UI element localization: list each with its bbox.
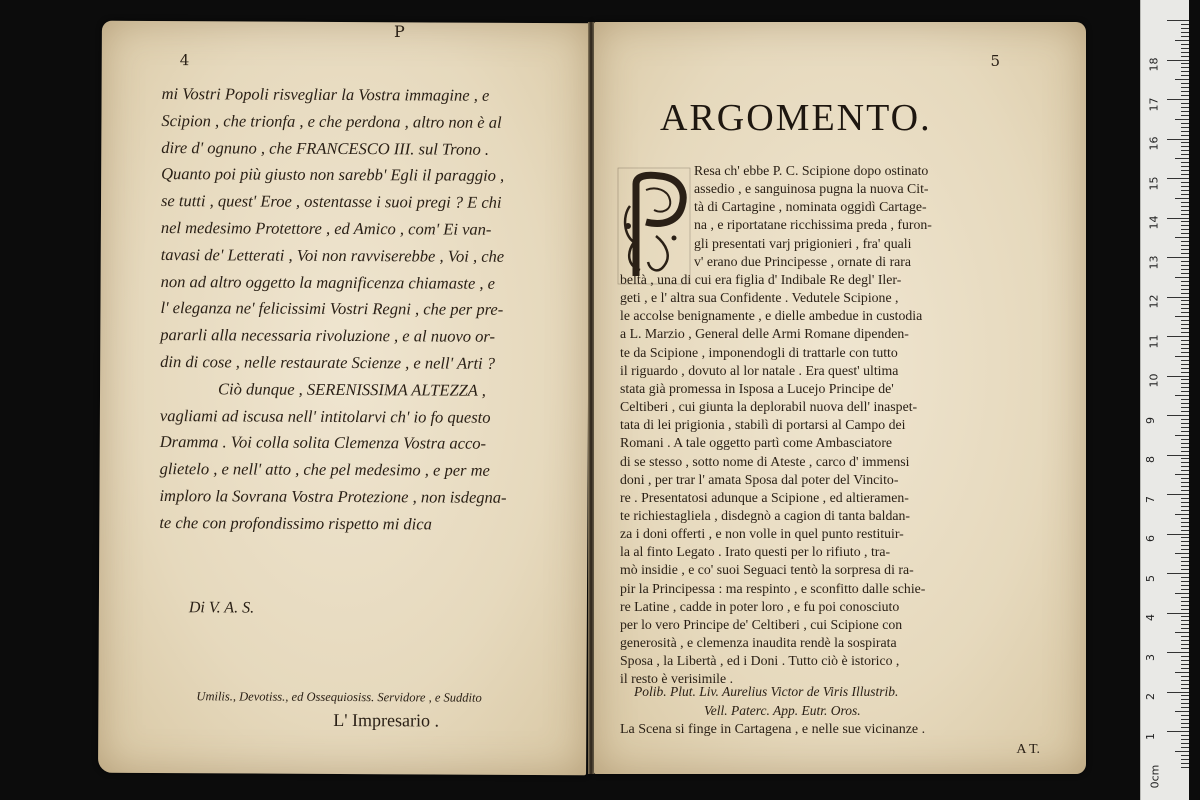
ruler-tick — [1181, 71, 1189, 72]
ruler-tick — [1181, 759, 1189, 760]
ruler-tick — [1181, 107, 1189, 108]
ruler-tick — [1167, 336, 1189, 337]
ruler-number: 17 — [1147, 97, 1161, 111]
ruler-tick — [1181, 95, 1189, 96]
ruler-tick — [1181, 36, 1189, 37]
ruler-tick — [1181, 609, 1189, 610]
ruler-tick — [1181, 431, 1189, 432]
text-line: il riguardo , dovuto al lor natale . Era quest' ultima — [620, 362, 899, 378]
ruler-tick — [1181, 447, 1189, 448]
ruler-tick — [1181, 75, 1189, 76]
text-line: generosità , e clemenza inaudita rendè la sospirata — [620, 635, 897, 651]
ruler-tick — [1181, 24, 1189, 25]
text-line: tata di lei prigionia , stabilì di portarsi al Campo dei — [620, 417, 906, 433]
text-line: geti , e l' altra sua Confidente . Vedutele Scipione , — [620, 290, 899, 306]
ruler-tick — [1167, 376, 1189, 377]
ruler-tick — [1167, 218, 1189, 219]
ruler-number: 11 — [1147, 334, 1161, 348]
text-line: doni , per trar l' amata Sposa dal poter del Vincito- — [620, 471, 899, 487]
ruler-tick — [1181, 320, 1189, 321]
ruler-tick — [1181, 379, 1189, 380]
ruler-tick — [1167, 652, 1189, 653]
ruler-tick — [1181, 719, 1189, 720]
ruler-tick — [1181, 715, 1189, 716]
ruler-tick — [1181, 83, 1189, 84]
text-line: dire d' ognuno , che FRANCESCO III. sul Trono . — [161, 137, 490, 159]
ruler-tick — [1181, 344, 1189, 345]
ruler-tick — [1181, 605, 1189, 606]
text-line: stata già promessa in Isposa a Lucejo Principe de' — [620, 380, 894, 396]
right-page — [394, 22, 1086, 774]
ruler-tick — [1175, 198, 1189, 199]
ruler-tick — [1181, 680, 1189, 681]
ruler-tick — [1181, 668, 1189, 669]
ruler-tick — [1175, 672, 1189, 673]
ruler-tick — [1181, 194, 1189, 195]
ruler-tick — [1181, 115, 1189, 116]
text-line: tà di Cartagine , nominata oggidì Cartage- — [694, 199, 927, 215]
text-line: l' eleganza ne' felicissimi Vostri Regni , che per pre- — [160, 298, 504, 320]
text-line: Sposa , la Libertà , ed i Doni . Tutto ciò è istorico , — [620, 653, 900, 669]
text-line: Quanto poi più giusto non sarebb' Egli il paraggio , — [161, 164, 505, 186]
ruler-tick — [1181, 506, 1189, 507]
ruler-tick — [1181, 28, 1189, 29]
ruler-tick — [1181, 135, 1189, 136]
text-line: le accolse benignamente , e dielle ambedue in custodia — [620, 308, 923, 324]
ruler-tick — [1181, 202, 1189, 203]
ruler-tick — [1181, 439, 1189, 440]
ruler-tick — [1181, 364, 1189, 365]
section-heading: ARGOMENTO. — [660, 97, 932, 139]
text-line: re . Presentatosi adunque a Scipione , ed altieramen- — [620, 489, 909, 505]
ruler-number: 16 — [1147, 136, 1161, 151]
text-line: re Latine , cadde in poter loro , e fu poi conosciuto — [620, 598, 900, 614]
closing-salutation: Di V. A. S. — [188, 599, 255, 617]
ruler-tick — [1167, 455, 1189, 456]
ruler-tick — [1167, 20, 1189, 21]
ruler-tick — [1181, 470, 1189, 471]
ruler-tick — [1175, 553, 1189, 554]
ruler-tick — [1181, 763, 1189, 764]
ruler-tick — [1181, 727, 1189, 728]
ruler-tick — [1181, 332, 1189, 333]
text-line: Dramma . Voi colla solita Clemenza Vostra acco- — [159, 432, 487, 454]
ruler-tick — [1181, 747, 1189, 748]
ruler-tick — [1167, 573, 1189, 574]
ruler-tick — [1181, 48, 1189, 49]
text-line: assedio , e sanguinosa pugna la nuova Cit- — [694, 181, 929, 197]
ruler-tick — [1181, 767, 1189, 768]
ruler-tick — [1181, 289, 1189, 290]
ruler-number: 1 — [1144, 732, 1157, 740]
ruler-tick — [1181, 308, 1189, 309]
text-line: gli presentati varj prigionieri , fra' quali — [694, 235, 912, 251]
text-line: beltà , una di cui era figlia d' Indibale Re degl' Iler- — [620, 271, 902, 287]
ruler-tick — [1181, 348, 1189, 349]
ruler-tick — [1175, 158, 1189, 159]
ruler-tick — [1167, 731, 1189, 732]
text-line: vagliami ad iscusa nell' intitolarvi ch' io fo questo — [159, 405, 491, 427]
text-line: di se stesso , sotto nome di Ateste , carco d' immensi — [620, 453, 910, 469]
ruler-tick — [1167, 60, 1189, 61]
signer-name: L' Impresario . — [333, 709, 440, 731]
ruler-tick — [1181, 502, 1189, 503]
text-line: per lo vero Principe de' Celtiberi , cui Scipione con — [620, 616, 903, 632]
ruler-tick — [1181, 166, 1189, 167]
ruler-tick — [1175, 79, 1189, 80]
ruler-number: 4 — [1144, 614, 1157, 621]
ruler-tick — [1181, 372, 1189, 373]
ruler-tick — [1181, 67, 1189, 68]
ruler-tick — [1181, 498, 1189, 499]
ruler-tick — [1181, 403, 1189, 404]
ruler-tick — [1181, 628, 1189, 629]
ruler-tick — [1181, 510, 1189, 511]
text-line: mi Vostri Popoli risvegliar la Vostra immagine , e — [161, 84, 490, 105]
ruler-tick — [1181, 644, 1189, 645]
ruler-tick — [1181, 407, 1189, 408]
ruler-tick — [1181, 451, 1189, 452]
ruler-tick — [1181, 526, 1189, 527]
ruler-tick — [1181, 557, 1189, 558]
sources-citation — [634, 682, 1054, 720]
ruler-tick — [1181, 695, 1189, 696]
ruler-tick — [1181, 478, 1189, 479]
ruler-tick — [1167, 297, 1189, 298]
ruler-tick — [1181, 676, 1189, 677]
ruler-tick — [1181, 221, 1189, 222]
ruler-tick — [1181, 462, 1189, 463]
ruler-tick — [1167, 692, 1189, 693]
ruler-number: 12 — [1147, 294, 1161, 309]
catchword: A T. — [1016, 742, 1040, 757]
ruler-tick — [1181, 411, 1189, 412]
text-line: v' erano due Principesse , ornate di rara — [694, 253, 912, 269]
ruler-tick — [1175, 751, 1189, 752]
text-line: nel medesimo Protettore , ed Amico , com' Ei van- — [160, 218, 492, 239]
ruler-tick — [1175, 593, 1189, 594]
ruler-number: 15 — [1147, 176, 1161, 190]
ruler-tick — [1181, 281, 1189, 282]
ruler-number: 6 — [1144, 535, 1157, 542]
source-line: Polib. Plut. Liv. Aurelius Victor de Viris Illustrib. — [634, 684, 899, 699]
ruler-tick — [1181, 52, 1189, 53]
ruler-tick — [1181, 707, 1189, 708]
ruler-tick — [1175, 119, 1189, 120]
ruler-tick — [1181, 545, 1189, 546]
ruler-tick — [1181, 443, 1189, 444]
text-line: a L. Marzio , General delle Armi Romane dipenden- — [620, 326, 909, 342]
ruler-tick — [1181, 482, 1189, 483]
ruler-tick — [1181, 249, 1189, 250]
ruler-tick — [1181, 360, 1189, 361]
ruler-tick — [1167, 178, 1189, 179]
ruler-tick — [1181, 530, 1189, 531]
ruler-tick — [1181, 56, 1189, 57]
ruler-tick — [1175, 632, 1189, 633]
ruler-tick — [1181, 522, 1189, 523]
ruler-number: 7 — [1144, 495, 1157, 503]
ruler-tick — [1181, 640, 1189, 641]
ruler-number: 2 — [1144, 693, 1157, 700]
text-line: na , e riportatane ricchissima preda , furon- — [694, 217, 932, 233]
ruler-tick — [1181, 735, 1189, 736]
ruler-tick — [1167, 257, 1189, 258]
ruler-tick — [1181, 261, 1189, 262]
ruler-tick — [1181, 660, 1189, 661]
text-line: se tutti , quest' Eroe , ostentasse i suoi pregi ? E chi — [160, 191, 502, 213]
ruler-tick — [1175, 514, 1189, 515]
text-line: din di cose , nelle restaurate Scienze , e nell' Arti ? — [160, 352, 496, 373]
ruler-tick — [1181, 624, 1189, 625]
ruler-tick — [1181, 229, 1189, 230]
ruler-tick — [1181, 44, 1189, 45]
ruler-tick — [1181, 616, 1189, 617]
text-line: glietelo , e nell' atto , che pel medesimo , e per me — [159, 459, 490, 480]
ruler-tick — [1181, 293, 1189, 294]
ruler-number: 18 — [1147, 57, 1161, 72]
ruler-unit-label: 0cm — [1148, 764, 1162, 789]
ruler-tick — [1181, 577, 1189, 578]
ruler-tick — [1181, 162, 1189, 163]
ruler-tick — [1167, 415, 1189, 416]
ruler-tick — [1175, 395, 1189, 396]
ruler-tick — [1175, 474, 1189, 475]
ruler-tick — [1181, 304, 1189, 305]
ruler-tick — [1181, 190, 1189, 191]
ruler-tick — [1175, 435, 1189, 436]
text-line: Romani . A tale oggetto partì come Ambasciatore — [620, 435, 893, 451]
ruler-tick — [1181, 253, 1189, 254]
text-line: Celtiberi , cui giunta la deplorabil nuova dell' inaspet- — [620, 399, 918, 415]
text-line: za i doni offerti , e non volle in quel punto restituir- — [620, 526, 904, 542]
ruler-tick — [1181, 131, 1189, 132]
ruler-tick — [1181, 490, 1189, 491]
ruler-tick — [1181, 723, 1189, 724]
ruler-tick — [1181, 87, 1189, 88]
ruler-tick — [1181, 328, 1189, 329]
ruler-number: 3 — [1144, 653, 1157, 661]
ruler-tick — [1181, 32, 1189, 33]
ruler-tick — [1181, 269, 1189, 270]
ruler-tick — [1181, 273, 1189, 274]
ruler-tick — [1181, 743, 1189, 744]
ruler-tick — [1181, 174, 1189, 175]
ruler-tick — [1181, 340, 1189, 341]
ruler-tick — [1181, 699, 1189, 700]
text-line: te che con profondissimo rispetto mi dica — [159, 512, 432, 534]
ruler-tick — [1181, 688, 1189, 689]
ruler-tick — [1181, 324, 1189, 325]
ruler-tick — [1181, 186, 1189, 187]
ruler-tick — [1181, 383, 1189, 384]
ruler-tick — [1181, 518, 1189, 519]
ruler-tick — [1181, 150, 1189, 151]
ruler-tick — [1181, 486, 1189, 487]
ruler-tick — [1181, 739, 1189, 740]
text-line: te richiestagliela , disdegnò a cagion di tanta baldan- — [620, 507, 911, 523]
ruler-tick — [1181, 419, 1189, 420]
ruler-tick — [1181, 170, 1189, 171]
ruler-tick — [1181, 91, 1189, 92]
measurement-ruler — [1140, 0, 1189, 800]
ruler-tick — [1181, 103, 1189, 104]
ruler-tick — [1181, 589, 1189, 590]
ruler-tick — [1181, 111, 1189, 112]
ruler-tick — [1181, 399, 1189, 400]
ruler-tick — [1181, 225, 1189, 226]
ruler-tick — [1175, 40, 1189, 41]
ruler-tick — [1181, 565, 1189, 566]
text-line: la al finto Legato . Irato questi per lo rifiuto , tra- — [620, 544, 891, 560]
ruler-tick — [1181, 210, 1189, 211]
text-line: il resto è verisimile . — [620, 671, 734, 687]
ruler-tick — [1167, 139, 1189, 140]
ruler-tick — [1181, 206, 1189, 207]
ruler-tick — [1181, 300, 1189, 301]
text-line: pir la Principessa : ma respinto , e sconfitto dalle schie- — [620, 580, 926, 596]
ruler-tick — [1181, 648, 1189, 649]
ruler-number: 13 — [1147, 255, 1161, 269]
ruler-tick — [1167, 494, 1189, 495]
ruler-tick — [1181, 664, 1189, 665]
ruler-number: 8 — [1144, 456, 1157, 463]
argomento-text — [620, 162, 1040, 689]
text-line: tavasi de' Letterati , Voi non ravviserebbe , Voi , che — [160, 244, 505, 266]
ruler-tick — [1181, 368, 1189, 369]
ruler-tick — [1181, 636, 1189, 637]
left-page-text — [159, 81, 571, 539]
text-line: pararli alla necessaria rivoluzione , e al nuovo or- — [160, 325, 496, 346]
page-number: 5 — [990, 52, 1000, 70]
ruler-tick — [1181, 146, 1189, 147]
ruler-tick — [1181, 549, 1189, 550]
ruler-tick — [1181, 233, 1189, 234]
ruler-tick — [1181, 561, 1189, 562]
ruler-tick — [1181, 123, 1189, 124]
text-line: mò insidie , e co' suoi Seguaci tentò la sorpresa di ra- — [620, 562, 914, 578]
ruler-tick — [1181, 703, 1189, 704]
ruler-tick — [1175, 711, 1189, 712]
ruler-tick — [1181, 537, 1189, 538]
ruler-tick — [1181, 352, 1189, 353]
ruler-tick — [1181, 63, 1189, 64]
ruler-tick — [1175, 356, 1189, 357]
ruler-tick — [1181, 182, 1189, 183]
drop-cap-letter: P — [394, 22, 405, 41]
text-line: imploro la Sovrana Vostra Protezione , non isdegna- — [159, 485, 507, 507]
ruler-tick — [1181, 541, 1189, 542]
ruler-tick — [1181, 601, 1189, 602]
ruler-tick — [1181, 285, 1189, 286]
ruler-tick — [1181, 391, 1189, 392]
ruler-tick — [1175, 316, 1189, 317]
text-line: Scipion , che trionfa , e che perdona , altro non è al — [161, 110, 502, 132]
ruler-tick — [1181, 656, 1189, 657]
ruler-tick — [1181, 127, 1189, 128]
ruler-tick — [1181, 423, 1189, 424]
ruler-tick — [1181, 684, 1189, 685]
ruler-tick — [1181, 466, 1189, 467]
ruler-number: 5 — [1144, 574, 1157, 582]
ruler-number: 9 — [1144, 416, 1157, 424]
ruler-tick — [1167, 99, 1189, 100]
ruler-tick — [1181, 387, 1189, 388]
ruler-tick — [1181, 427, 1189, 428]
page-number: 4 — [179, 51, 190, 70]
ruler-tick — [1175, 277, 1189, 278]
ruler-tick — [1181, 755, 1189, 756]
ruler-tick — [1181, 154, 1189, 155]
text-line: Ciò dunque , SERENISSIMA ALTEZZA , — [217, 379, 486, 400]
scene-note: La Scena si finge in Cartagena , e nelle sue vicinanze . — [620, 722, 926, 737]
ruler-tick — [1167, 613, 1189, 614]
ruler-number: 14 — [1147, 215, 1161, 230]
ruler-tick — [1181, 142, 1189, 143]
ruler-tick — [1175, 237, 1189, 238]
text-line: Resa ch' ebbe P. C. Scipione dopo ostinato — [694, 163, 929, 178]
ruler-tick — [1181, 312, 1189, 313]
ruler-tick — [1181, 569, 1189, 570]
source-line: Vell. Paterc. App. Eutr. Oros. — [704, 703, 861, 718]
signature-line: Umilis., Devotiss., ed Ossequiosiss. Servidore , e Suddito — [196, 689, 482, 705]
ruler-tick — [1167, 534, 1189, 535]
ruler-tick — [1181, 585, 1189, 586]
ruler-tick — [1181, 241, 1189, 242]
ruler-tick — [1181, 245, 1189, 246]
text-line: non ad altro oggetto la magnificenza chiamaste , e — [160, 271, 496, 293]
ruler-tick — [1181, 620, 1189, 621]
ruler-tick — [1181, 265, 1189, 266]
ruler-tick — [1181, 214, 1189, 215]
ruler-tick — [1181, 597, 1189, 598]
left-page — [98, 21, 590, 776]
ruler-number: 10 — [1147, 373, 1161, 388]
ruler-tick — [1181, 458, 1189, 459]
ruler-tick — [1181, 581, 1189, 582]
text-line: te da Scipione , imponendogli di trattarle con tutto — [620, 344, 898, 360]
